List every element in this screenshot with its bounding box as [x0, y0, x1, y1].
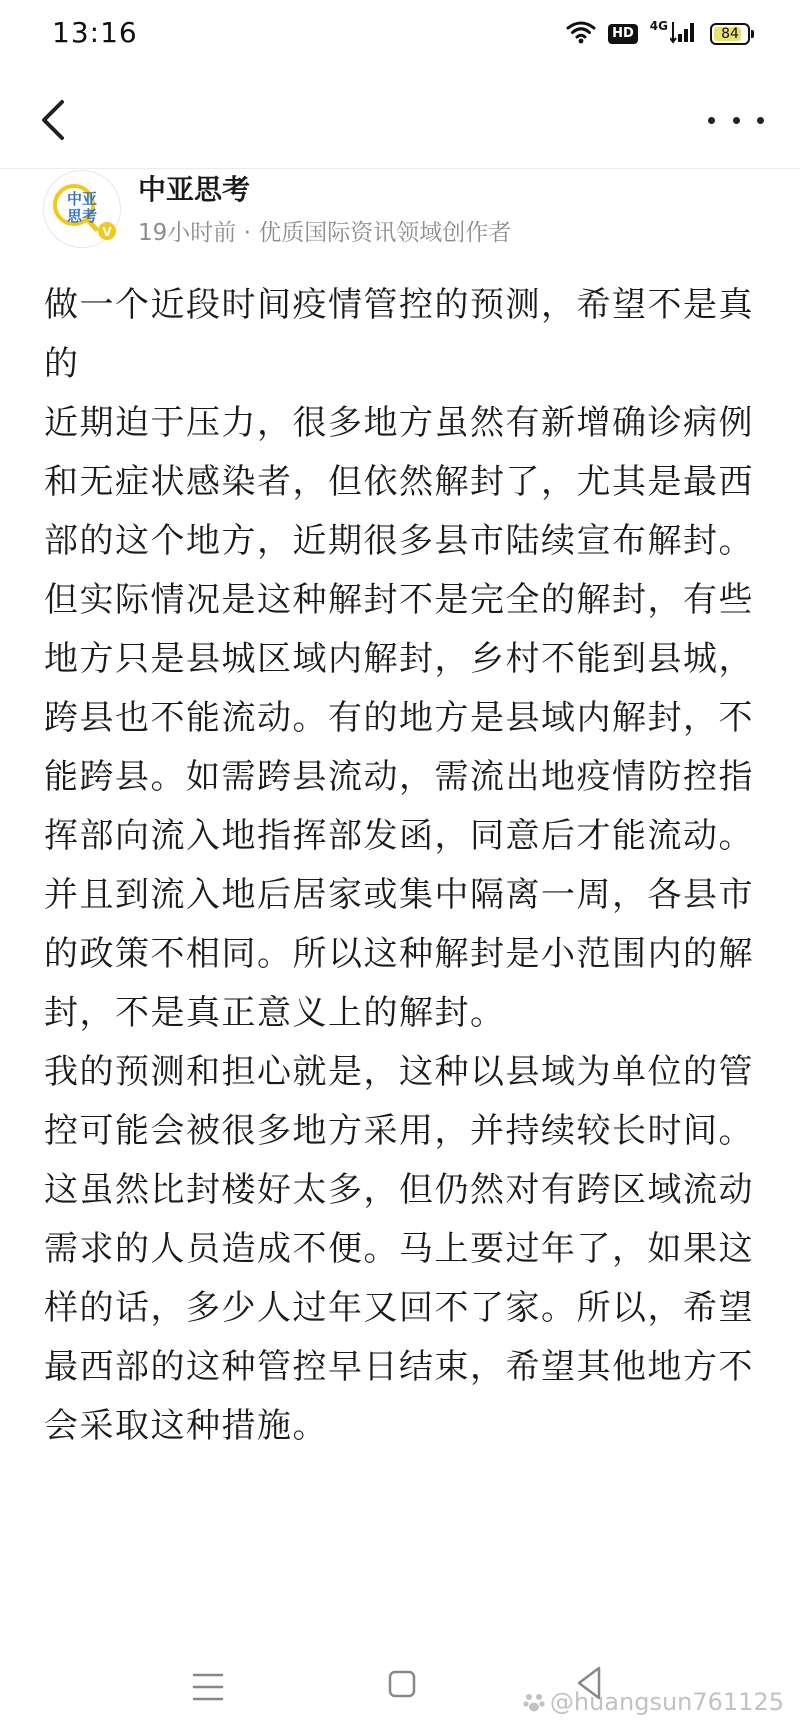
- avatar-text-line1: 中亚: [66, 190, 98, 208]
- recent-apps-button[interactable]: [190, 1670, 226, 1704]
- status-time: 13:16: [52, 16, 138, 49]
- back-button[interactable]: [28, 90, 88, 150]
- more-dots-icon: [708, 117, 715, 124]
- system-nav-bar: [0, 1640, 800, 1733]
- author-meta: 19小时前 · 优质国际资讯领域创作者: [138, 220, 512, 246]
- home-button[interactable]: [386, 1668, 418, 1700]
- watermark-text: @huangsun761125: [549, 1688, 784, 1716]
- article-paragraph: 但实际情况是这种解封不是完全的解封，有些地方只是县城区域内解封，乡村不能到县城，跨县也不能流动。有的地方是县域内解封，不能跨县。如需跨县流动，需流出地疫情防控指挥部向流入地指挥部发函，同意后才能流动。并且到流入地后居家或集中隔离一周，各县市的政策不相同。所以这种解封是小范围内的解封，不是真正意义上的解封。: [44, 580, 754, 1033]
- author-name[interactable]: 中亚思考: [138, 173, 251, 206]
- more-options-button[interactable]: [708, 102, 764, 138]
- article-paragraph: 我的预测和担心就是，这种以县域为单位的管控可能会被很多地方采用，并持续较长时间。这虽然比封楼好太多，但仍然对有跨区域流动需求的人员造成不便。马上要过年了，如果这样的话，多少人过年又回不了家。所以，希望最西部的这种管控早日结束，希望其他地方不会采取这种措施。: [44, 1052, 754, 1446]
- status-icons: [566, 20, 754, 48]
- author-avatar[interactable]: [43, 170, 121, 248]
- article-paragraph: 近期迫于压力，很多地方虽然有新增确诊病例和无症状感染者，但依然解封了，尤其是最西部的这个地方，近期很多县市陆续宣布解封。: [44, 403, 754, 561]
- battery-icon: [710, 23, 754, 45]
- avatar-text-line2: 思考: [66, 207, 98, 225]
- watermark: [522, 1688, 784, 1716]
- status-bar: [0, 0, 800, 70]
- hd-icon: HD: [608, 24, 638, 44]
- paw-icon: [522, 1690, 546, 1714]
- home-square-icon: [386, 1668, 418, 1700]
- article-paragraph: 做一个近段时间疫情管控的预测，希望不是真的: [44, 285, 754, 384]
- battery-level: 84: [721, 26, 739, 42]
- network-type-label: 4G: [649, 19, 668, 33]
- verified-badge-icon: V: [102, 225, 112, 239]
- menu-icon: [190, 1670, 226, 1704]
- chevron-left-icon: [28, 90, 88, 150]
- author-header: [40, 168, 760, 258]
- article-body: [44, 276, 764, 1456]
- wifi-icon: [566, 20, 596, 48]
- signal-icon: [670, 20, 698, 48]
- avatar-logo-icon: [44, 171, 120, 247]
- top-nav-bar: [0, 72, 800, 169]
